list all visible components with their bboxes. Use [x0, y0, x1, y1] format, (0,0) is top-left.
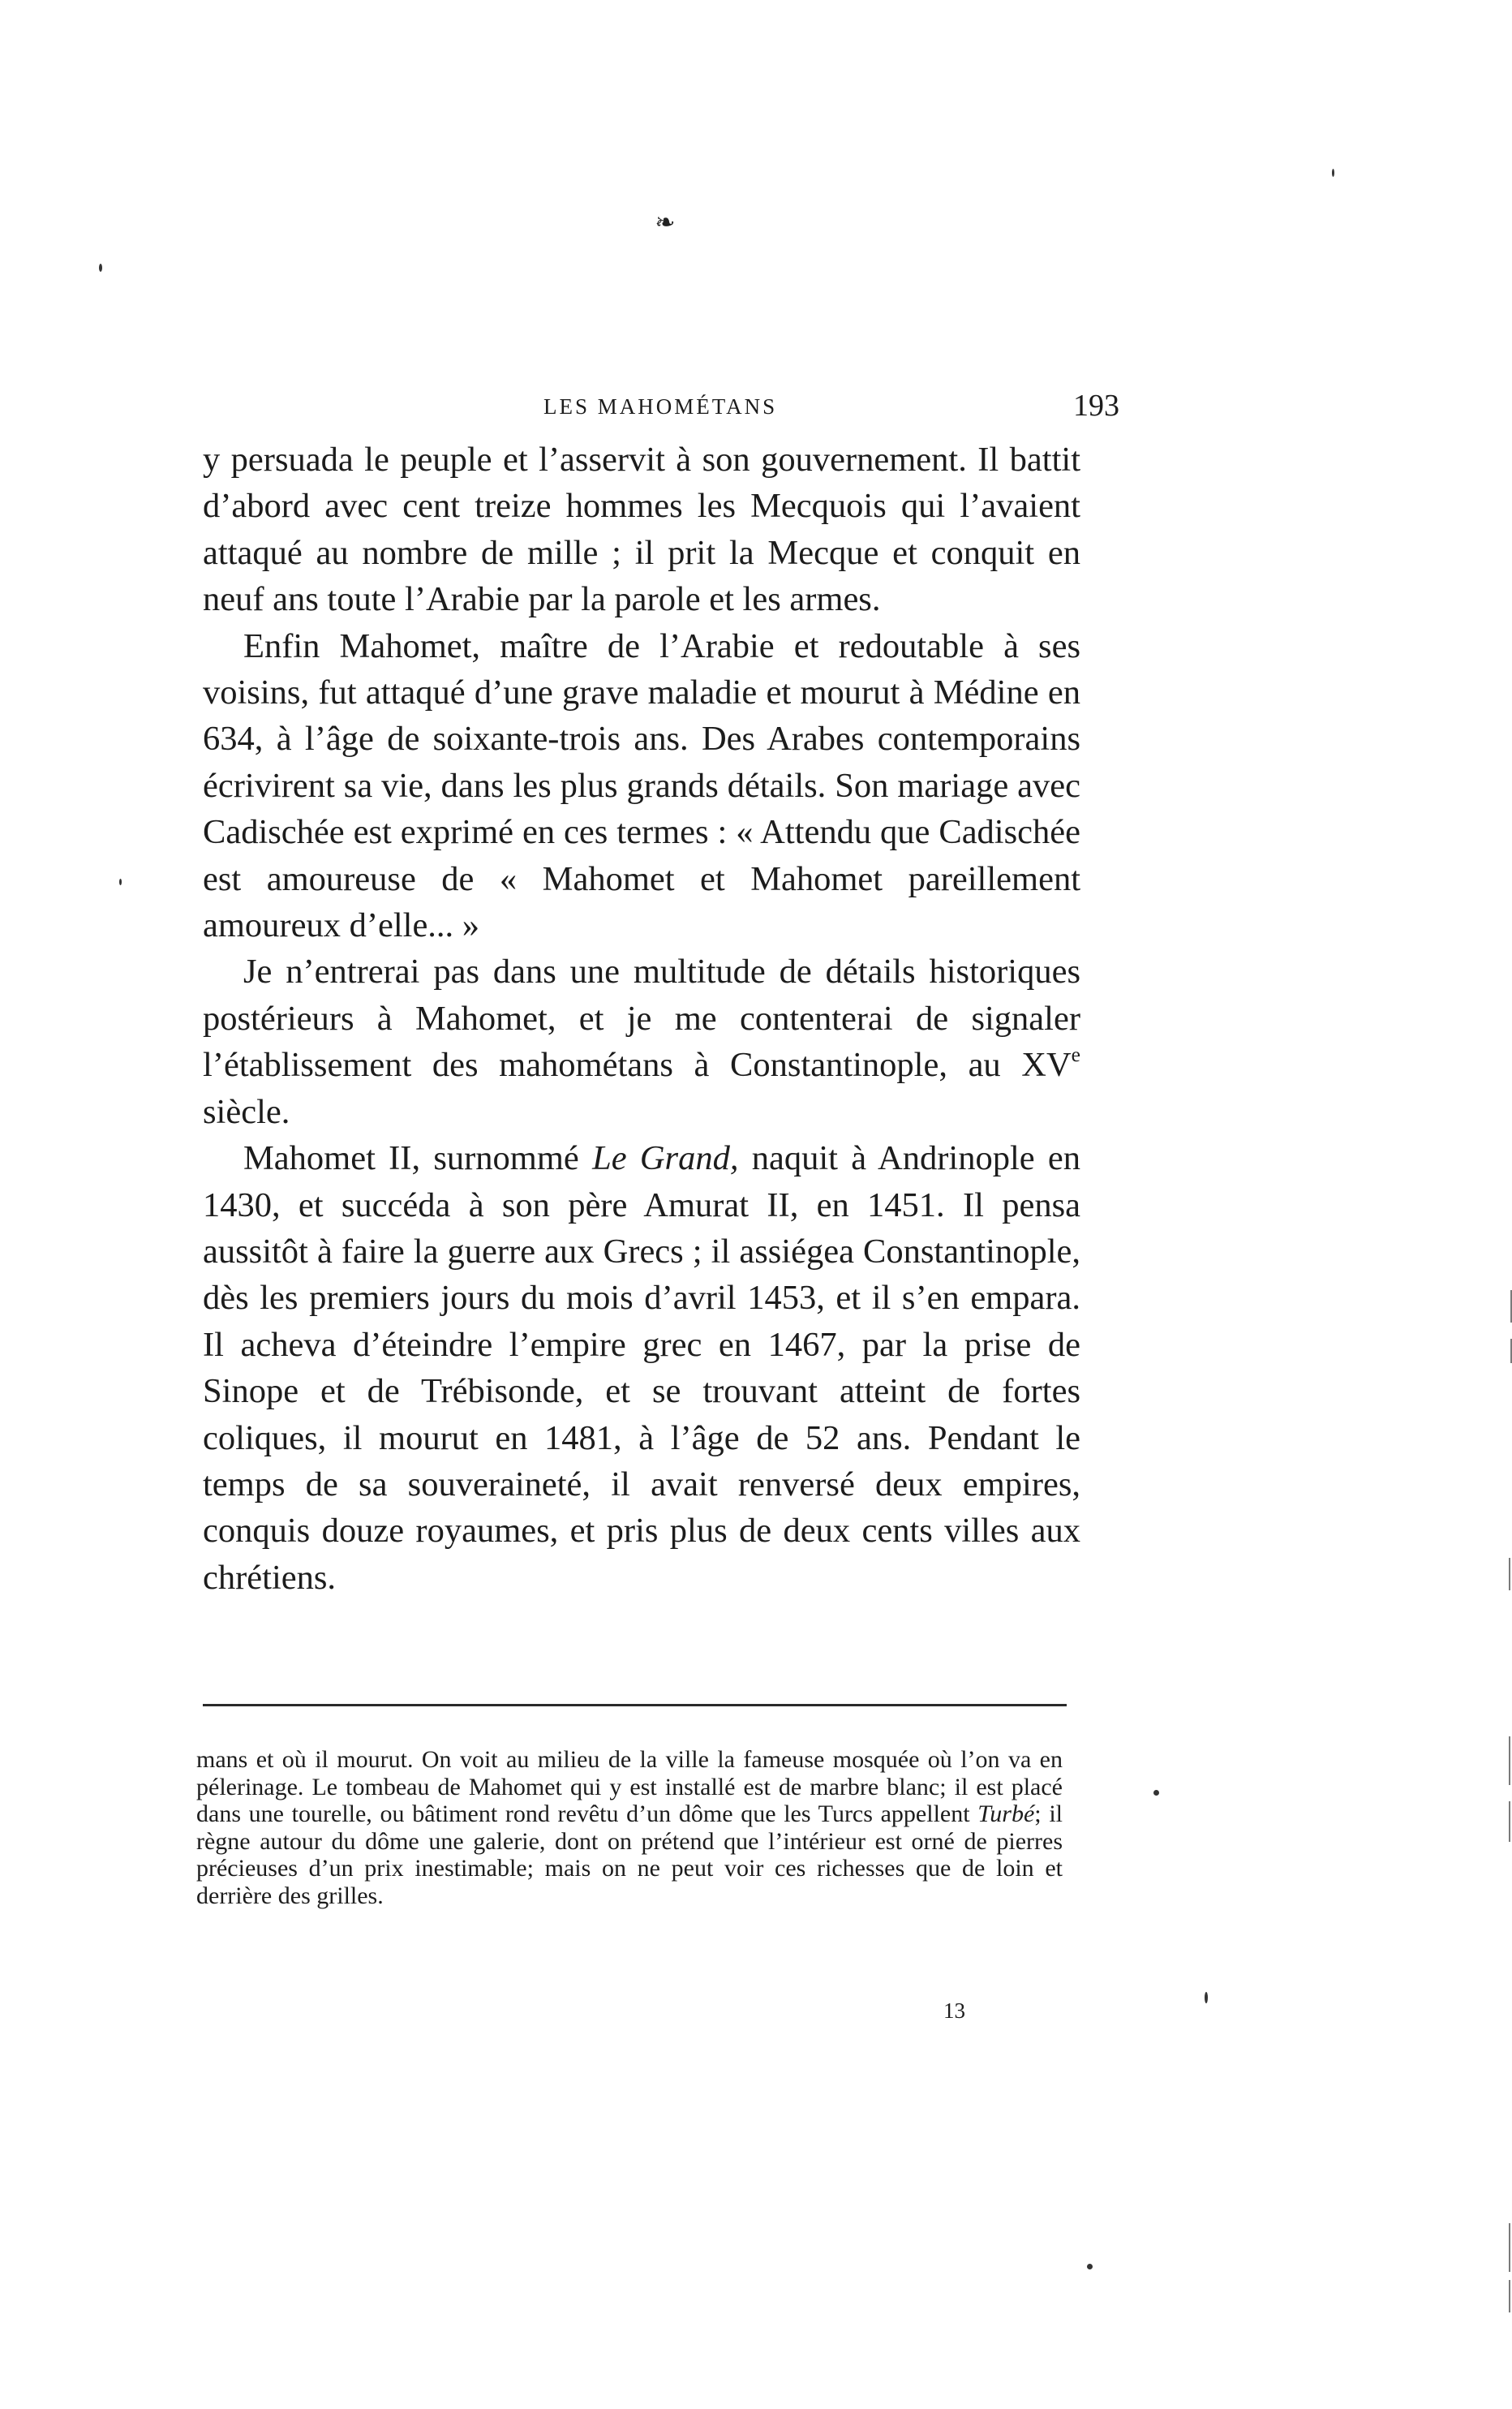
scan-edge-line	[1509, 2280, 1510, 2312]
footnote	[196, 1746, 1063, 1910]
paragraph-3-text: Je n’entrerai pas dans une multitude de détails historiques postérieurs à Mahomet, et je me contenterai de signaler l’établissement des mahométans à Constantinople, au XV	[203, 953, 1080, 1085]
scan-speck	[119, 879, 122, 885]
paragraph-2: Enfin Mahomet, maître de l’Arabie et redoutable à ses voisins, fut attaqué d’une grave maladie et mourut à Médine en 634, à l’âge de soixante-trois ans. Des Arabes contemporains écrivirent sa vie, dans les plus grands détails. Son mariage avec Cadischée est exprimé en ces termes : « Attendu que Cadischée est amoureuse de « Mahomet et Mahomet pareillement amoureux d’elle... »	[203, 626, 1080, 945]
page-number: 193	[1073, 389, 1119, 423]
scan-edge-line	[1509, 1801, 1510, 1842]
scan-speck	[1087, 2264, 1093, 2269]
scan-edge-line	[1509, 1558, 1510, 1590]
footnote-text	[196, 1746, 1063, 1910]
paragraph-1: y persuada le peuple et l’asservit à son gouvernement. Il battit d’abord avec cent treize hommes les Mecquois qui l’avaient attaqué au nombre de mille ; il prit la Mecque et conquit en neuf ans toute l’Arabie par la parole et les armes.	[203, 441, 1080, 619]
signature-mark: 13	[943, 1998, 965, 2023]
scan-speck	[1153, 1790, 1159, 1796]
paragraph-3	[203, 949, 1080, 1135]
scan-speck	[99, 264, 102, 272]
paragraph-4-italic: Le Grand,	[592, 1139, 739, 1178]
century-superscript: e	[1071, 1043, 1080, 1067]
scan-edge-line	[1509, 1736, 1510, 1785]
footnote-rest: ; il règne autour du dôme une galerie, dont on prétend que l’intérieur est orné de pierres précieuses d’un prix inestimable; mais on ne peut voir ces richesses que de loin et derrière des grilles.	[196, 1800, 1063, 1909]
paragraph-4	[203, 1135, 1080, 1601]
scan-edge-line	[1509, 2223, 1510, 2272]
scan-speck	[1332, 169, 1334, 177]
paragraph-3-end: siècle.	[203, 1092, 290, 1131]
running-header	[203, 388, 1119, 433]
footnote-start: mans et où il mourut. On voit au milieu de la ville la fameuse mosquée où l’on va en pélerinage. Le tombeau de Mahomet qui y est installé est de marbre blanc; il est placé dans une tourelle, ou bâtiment rond revêtu d’un dôme que les Turcs appellent	[196, 1746, 1063, 1828]
running-title: LES MAHOMÉTANS	[543, 394, 778, 419]
footnote-italic: Turbé	[977, 1800, 1035, 1828]
paragraph-4-rest: naquit à Andrinople en 1430, et succéda à son père Amurat II, en 1451. Il pensa aussitôt à faire la guerre aux Grecs ; il assiégea Constantinople, dès les premiers jours du mois d’avril 1453, et il s’en empara. Il acheva d’éteindre l’empire grec en 1467, par la prise de Sinope et de Trébisonde, et se trouvant atteint de fortes coliques, il mourut en 1481, à l’âge de 52 ans. Pendant le temps de sa souveraineté, il avait renversé deux empires, conquis douze royaumes, et pris plus de deux cents villes aux chrétiens.	[203, 1139, 1081, 1597]
paragraph-4-start: Mahomet II, surnommé	[243, 1139, 593, 1178]
ornament-icon: ❧	[655, 209, 676, 236]
main-text	[203, 437, 1080, 1601]
scan-speck	[1205, 1992, 1208, 2003]
footnote-divider	[203, 1704, 1067, 1706]
